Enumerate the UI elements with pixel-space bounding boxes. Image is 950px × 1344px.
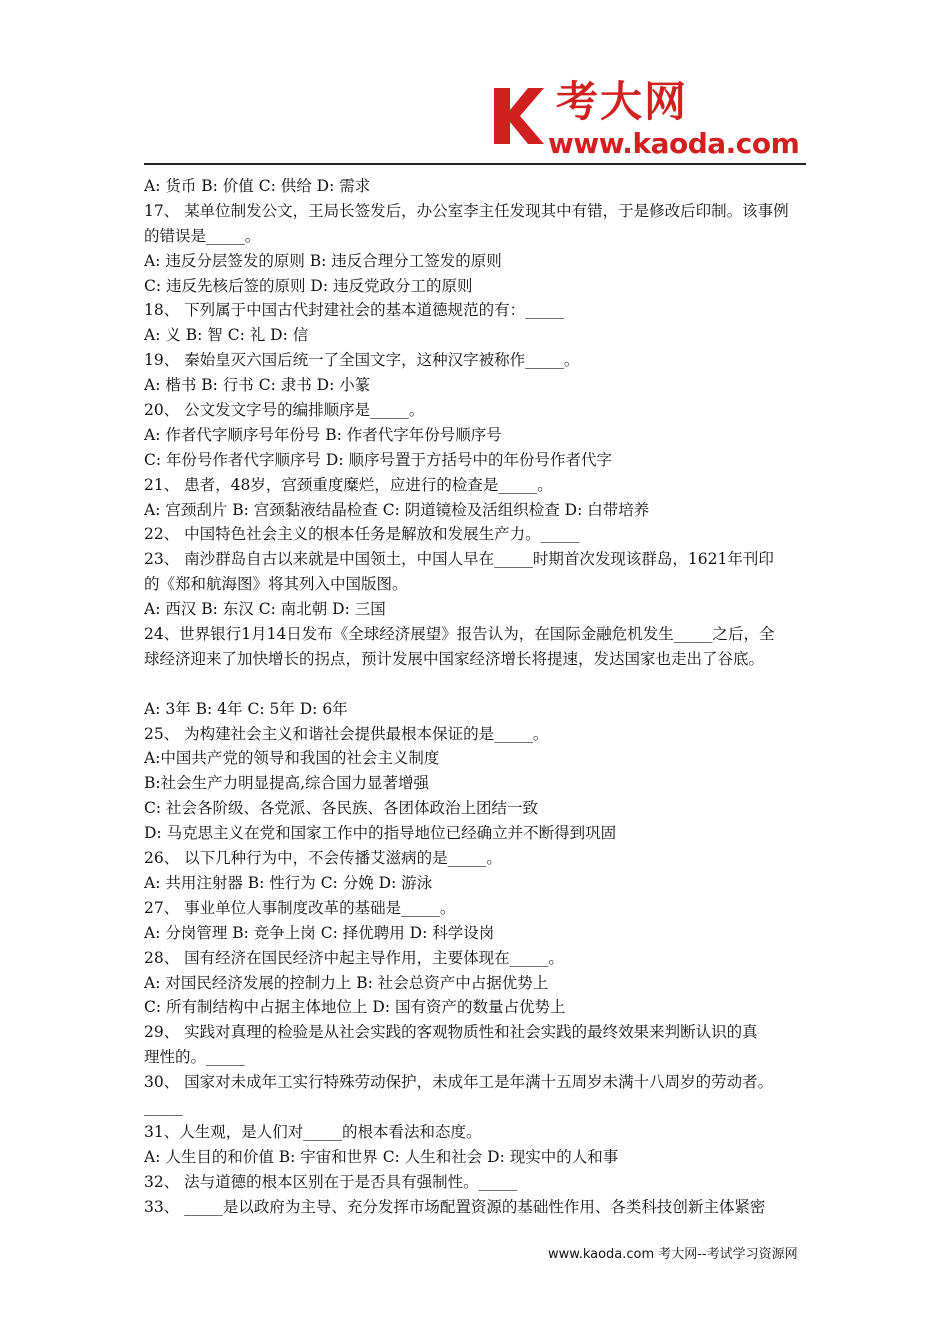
text-line: 26、 以下几种行为中，不会传播艾滋病的是_____。	[144, 849, 502, 868]
page-footer: www.kaoda.com 考大网--考试学习资源网	[548, 1247, 798, 1262]
text-line: A: 3年 B: 4年 C: 5年 D: 6年	[144, 699, 348, 718]
text-line: 的错误是_____。	[144, 226, 261, 245]
text-line: 33、 _____是以政府为主导、充分发挥市场配置资源的基础性作用、各类科技创新主体紧密	[144, 1197, 766, 1216]
text-line: 29、 实践对真理的检验是从社会实践的客观物质性和社会实践的最终效果来判断认识的真	[144, 1023, 758, 1042]
text-line: 27、 事业单位人事制度改革的基础是_____。	[144, 898, 456, 917]
text-line: C: 社会各阶级、各党派、各民族、各团体政治上团结一致	[144, 799, 539, 818]
text-line: C: 违反先核后签的原则 D: 违反党政分工的原则	[144, 276, 473, 295]
text-line: 20、 公文发文字号的编排顺序是_____。	[144, 401, 425, 420]
text-line: C: 年份号作者代字顺序号 D: 顺序号置于方括号中的年份号作者代字	[144, 450, 613, 469]
text-line: A: 义 B: 智 C: 礼 D: 信	[144, 326, 309, 345]
text-line: 19、 秦始皇灭六国后统一了全国文字，这种汉字被称作_____。	[144, 351, 580, 370]
text-line: 30、 国家对未成年工实行特殊劳动保护，未成年工是年满十五周岁未满十八周岁的劳动者。	[144, 1073, 774, 1092]
header-divider	[144, 163, 806, 165]
text-line: A: 分岗管理 B: 竞争上岗 C: 择优聘用 D: 科学设岗	[144, 923, 495, 942]
text-line: 17、 某单位制发公文，王局长签发后，办公室李主任发现其中有错，于是修改后印制。该事例	[144, 201, 789, 220]
text-line: A: 违反分层签发的原则 B: 违反合理分工签发的原则	[144, 251, 502, 270]
text-line: 理性的。_____	[144, 1048, 245, 1067]
text-line: 球经济迎来了加快增长的拐点，预计发展中国家经济增长将提速，发达国家也走出了谷底。	[144, 649, 765, 668]
text-line: 32、 法与道德的根本区别在于是否具有强制性。_____	[144, 1172, 518, 1191]
text-line: 24、世界银行1月14日发布《全球经济展望》报告认为，在国际金融危机发生_____之后，全	[144, 625, 775, 644]
logo-url-text: www.kaoda.com	[548, 127, 800, 160]
text-line: 21、 患者，48岁，宫颈重度糜烂，应进行的检查是_____。	[144, 475, 553, 494]
text-line: A: 西汉 B: 东汉 C: 南北朝 D: 三国	[144, 600, 386, 619]
text-line: A:中国共产党的领导和我国的社会主义制度	[144, 749, 440, 768]
logo-chinese-text: 考大网	[556, 77, 689, 126]
question-body	[144, 174, 808, 1219]
text-line: C: 所有制结构中占据主体地位上 D: 国有资产的数量占优势上	[144, 998, 566, 1017]
text-line: 的《郑和航海图》将其列入中国版图。	[144, 575, 408, 594]
text-line: 28、 国有经济在国民经济中起主导作用，主要体现在_____。	[144, 948, 564, 967]
text-line: A: 人生目的和价值 B: 宇宙和世界 C: 人生和社会 D: 现实中的人和事	[144, 1147, 619, 1166]
text-line	[144, 672, 808, 697]
text-line: 25、 为构建社会主义和谐社会提供最根本保证的是_____。	[144, 724, 549, 743]
text-line: A: 作者代字顺序号年份号 B: 作者代字年份号顺序号	[144, 425, 502, 444]
text-line: 31、人生观，是人们对_____的根本看法和态度。	[144, 1122, 482, 1141]
text-line: A: 货币 B: 价值 C: 供给 D: 需求	[144, 177, 371, 195]
text-line: A: 楷书 B: 行书 C: 隶书 D: 小篆	[144, 376, 371, 395]
text-line: D: 马克思主义在党和国家工作中的指导地位已经确立并不断得到巩固	[144, 824, 617, 843]
text-line: B:社会生产力明显提高,综合国力显著增强	[144, 774, 430, 793]
text-line: 23、 南沙群岛自古以来就是中国领土，中国人早在_____时期首次发现该群岛，1621年刊印	[144, 550, 774, 569]
text-line: A: 宫颈刮片 B: 宫颈黏液结晶检查 C: 阴道镜检及活组织检查 D: 白带培养	[144, 500, 650, 519]
text-line: A: 对国民经济发展的控制力上 B: 社会总资产中占据优势上	[144, 973, 549, 992]
text-line: A: 共用注射器 B: 性行为 C: 分娩 D: 游泳	[144, 873, 433, 892]
text-line: _____	[144, 1097, 183, 1116]
page-header	[144, 70, 806, 166]
text-line: 18、 下列属于中国古代封建社会的基本道德规范的有：_____	[144, 301, 564, 320]
text-line: 22、 中国特色社会主义的根本任务是解放和发展生产力。_____	[144, 525, 580, 544]
kaoda-logo-icon	[490, 84, 546, 148]
